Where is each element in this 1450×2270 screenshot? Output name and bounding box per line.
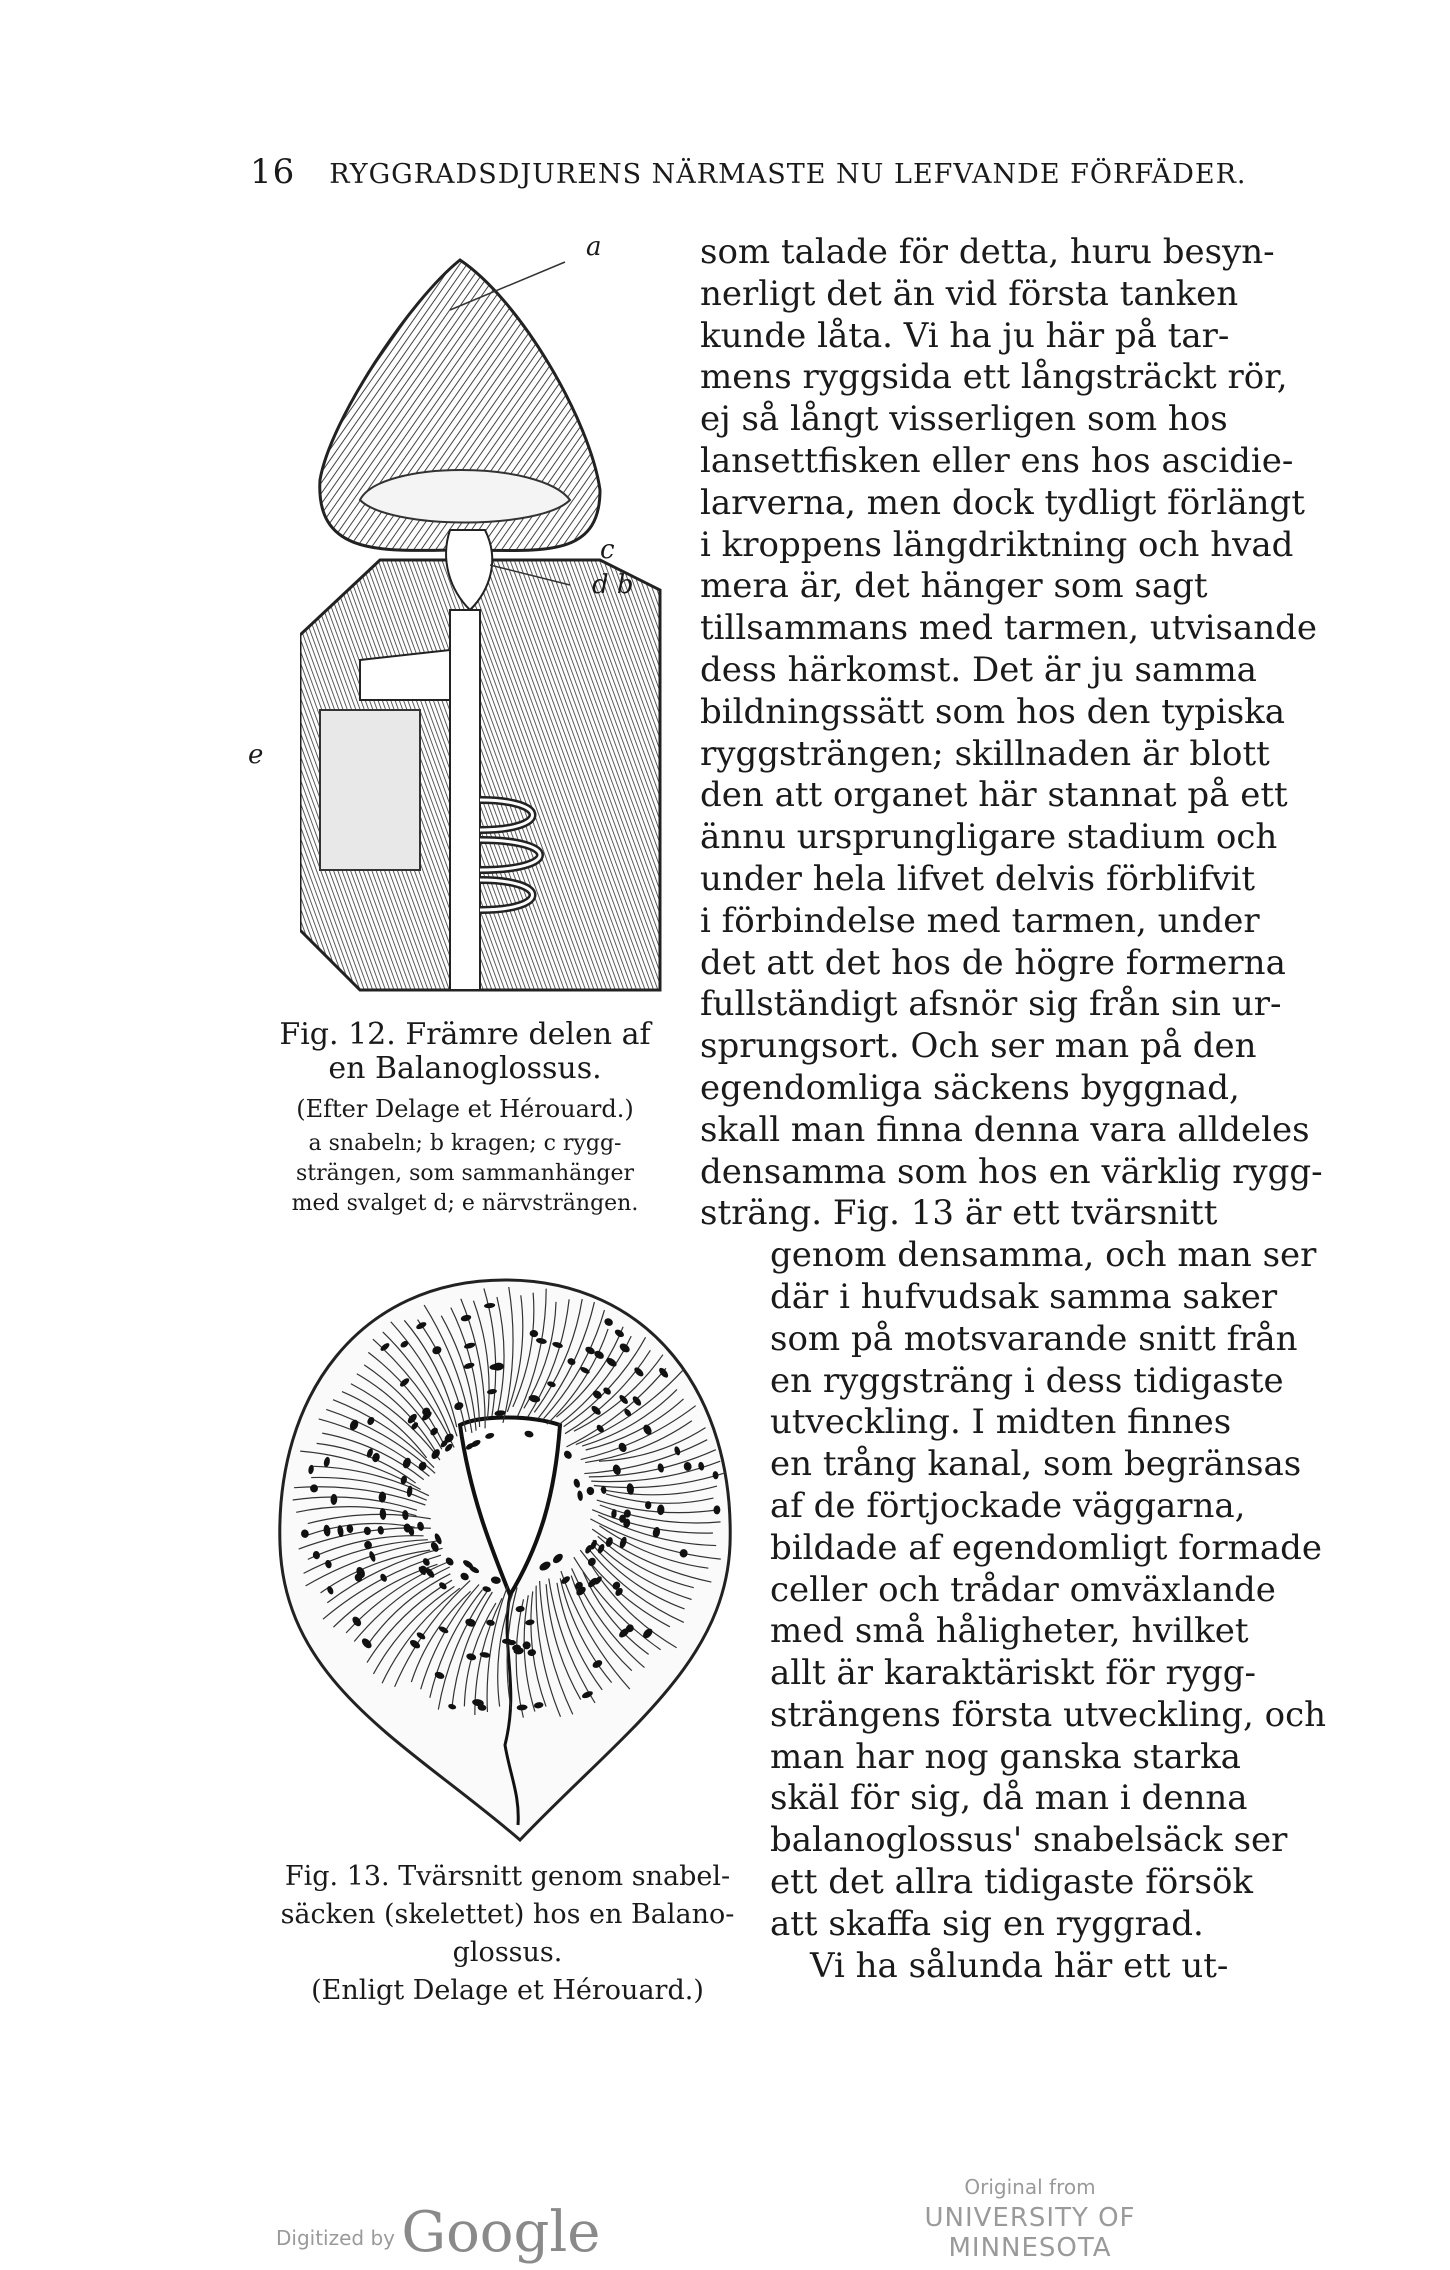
body-text-line: mera är, det hänger som sagt — [700, 566, 1208, 607]
label-e: e — [248, 740, 264, 770]
body-text-line: strängens första utveckling, och — [770, 1694, 1327, 1735]
body-text-line: bildningssätt som hos den typiska — [700, 691, 1286, 732]
body-text-line: fullständigt afsnör sig från sin ur- — [700, 984, 1282, 1025]
body-text-line: en ryggsträng i dess tidigaste — [770, 1360, 1284, 1401]
body-text-line: mens ryggsida ett långsträckt rör, — [700, 357, 1288, 398]
body-text-line: den att organet här stannat på ett — [700, 775, 1288, 816]
running-header — [250, 152, 1247, 192]
body-text-line: larverna, men dock tydligt förlängt — [700, 482, 1305, 523]
body-text-line: tillsammans med tarmen, utvisande — [700, 608, 1318, 649]
figure-12-caption — [255, 1018, 675, 1216]
body-text-line: allt är karaktäriskt för rygg- — [770, 1653, 1256, 1694]
body-text-line: som talade för detta, huru besyn- — [700, 232, 1275, 272]
body-text-line: genom densamma, och man ser — [770, 1235, 1317, 1276]
figure-13-illustration — [270, 1265, 740, 1855]
body-text-line: egendomliga säckens byggnad, — [700, 1067, 1240, 1108]
body-text-line: ej så långt visserligen som hos — [700, 399, 1228, 440]
google-logo: Google — [401, 2200, 601, 2265]
body-text-line: dess härkomst. Det är ju samma — [700, 649, 1257, 690]
body-text-line: med små håligheter, hvilket — [770, 1611, 1249, 1652]
body-text-line: man har nog ganska starka — [770, 1736, 1241, 1777]
label-a: a — [586, 232, 602, 262]
fig13-caption-line3: glossus. — [452, 1937, 563, 1968]
fig12-caption-line1: Fig. 12. Främre delen af — [279, 1017, 651, 1052]
digitized-by-watermark — [276, 2200, 600, 2265]
body-text-line: ännu ursprungligare stadium och — [700, 817, 1278, 858]
body-text-line: i kroppens längdriktning och hvad — [700, 524, 1294, 565]
body-text-line: celler och trådar omväxlande — [770, 1569, 1276, 1610]
figure-12-illustration — [300, 230, 680, 1020]
university-text: UNIVERSITY OF MINNESOTA — [924, 2203, 1136, 2263]
body-text-line: densamma som hos en värklig rygg- — [700, 1151, 1323, 1192]
body-text-line: bildade af egendomligt formade — [770, 1527, 1322, 1568]
body-text-line: ryggsträngen; skillnaden är blott — [700, 733, 1270, 774]
fig12-legend-line2: strängen, som sammanhänger — [295, 1161, 635, 1186]
body-text-line: där i hufvudsak samma saker — [770, 1276, 1278, 1317]
digitized-by-text: Digitized by — [276, 2226, 395, 2250]
label-db: d b — [592, 570, 634, 600]
cross-section-drawing — [270, 1265, 740, 1855]
fig12-caption-source: (Efter Delage et Hérouard.) — [296, 1095, 634, 1123]
body-text-line: Vi ha sålunda här ett ut- — [810, 1945, 1229, 1986]
fig12-legend-line3: med svalget d; e närvsträngen. — [291, 1191, 639, 1216]
original-from-text: Original from — [964, 2175, 1096, 2199]
fig13-caption-source: (Enligt Delage et Hérouard.) — [311, 1975, 704, 2006]
body-text-line: i förbindelse med tarmen, under — [700, 900, 1260, 941]
body-text-line: skall man finna denna vara alldeles — [700, 1109, 1310, 1150]
body-text-line: sprungsort. Och ser man på den — [700, 1026, 1257, 1067]
body-text-line: det att det hos de högre formerna — [700, 942, 1286, 983]
body-text-line: som på motsvarande snitt från — [770, 1318, 1298, 1359]
body-text-column — [700, 232, 1327, 1987]
body-text-line: utveckling. I midten finnes — [770, 1402, 1232, 1443]
body-text-line: nerligt det än vid första tanken — [700, 273, 1239, 314]
page-number: 16 — [250, 152, 296, 192]
body-text-line: balanoglossus' snabelsäck ser — [770, 1820, 1288, 1861]
fig13-caption-line1: Fig. 13. Tvärsnitt genom snabel- — [284, 1861, 731, 1892]
cell-nucleus — [645, 1501, 651, 1509]
body-text-line: af de förtjockade väggarna, — [770, 1485, 1246, 1526]
body-text-line: att skaffa sig en ryggrad. — [770, 1903, 1204, 1944]
body-text-line: ett det allra tidigaste försök — [770, 1862, 1254, 1903]
label-c: c — [600, 535, 615, 565]
fig12-legend-line1: a snabeln; b kragen; c rygg- — [308, 1131, 622, 1156]
fig12-caption-line2: en Balanoglossus. — [328, 1051, 602, 1086]
running-title: RYGGRADSDJURENS NÄRMASTE NU LEFVANDE FÖRFÄDER. — [329, 159, 1247, 190]
body-text-line: lansettfisken eller ens hos ascidie- — [700, 440, 1294, 481]
body-text-line: en trång kanal, som begränsas — [770, 1444, 1302, 1485]
body-text-line: kunde låta. Vi ha ju här på tar- — [700, 315, 1230, 356]
figure-13-caption — [255, 1858, 760, 2010]
body-text-line: sträng. Fig. 13 är ett tvärsnitt — [700, 1193, 1218, 1234]
body-text-line: under hela lifvet delvis förblifvit — [700, 858, 1256, 899]
fig13-caption-line2: säcken (skelettet) hos en Balano- — [280, 1899, 735, 1930]
body-text-line: skäl för sig, då man i denna — [770, 1778, 1248, 1819]
balanoglossus-front-drawing — [300, 230, 680, 1020]
original-from-watermark — [840, 2175, 1220, 2263]
